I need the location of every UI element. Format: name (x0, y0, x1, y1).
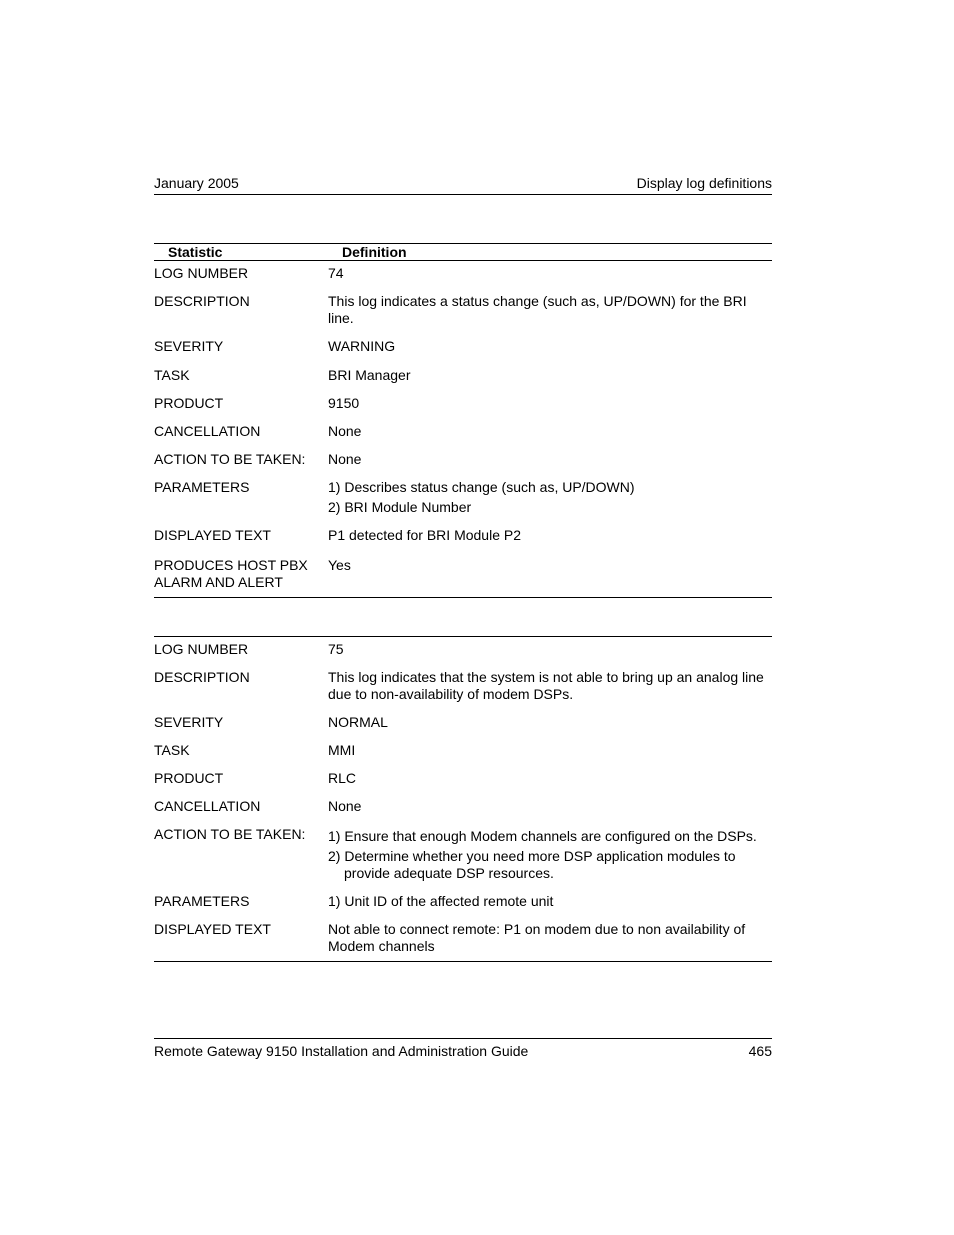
list-item: 1) Ensure that enough Modem channels are configured on the DSPs. (328, 828, 757, 844)
row-label: CANCELLATION (154, 798, 261, 814)
row-value: 75 (328, 641, 344, 657)
table-row (154, 423, 772, 451)
row-label: DESCRIPTION (154, 293, 250, 309)
footer-title: Remote Gateway 9150 Installation and Administration Guide (154, 1043, 529, 1059)
row-label: LOG NUMBER (154, 641, 249, 657)
table-row (154, 637, 772, 670)
row-value: 1) Unit ID of the affected remote unit (328, 893, 554, 909)
row-value: 74 (328, 265, 344, 281)
row-value: This log indicates a status change (such as, UP/DOWN) for the BRI line. (328, 293, 747, 326)
row-value: BRI Manager (328, 367, 411, 383)
row-label: TASK (154, 742, 190, 758)
row-label: DISPLAYED TEXT (154, 527, 271, 543)
table-row (154, 261, 772, 294)
row-label: SEVERITY (154, 714, 224, 730)
row-value: MMI (328, 742, 356, 758)
row-label: ACTION TO BE TAKEN: (154, 451, 306, 467)
list-item: 1) Describes status change (such as, UP/DOWN) (328, 479, 635, 495)
table-row (154, 742, 772, 770)
table-row (154, 367, 772, 395)
table-row (154, 798, 772, 826)
log-75-table (154, 636, 772, 962)
table-row (154, 826, 772, 893)
row-label: PRODUCT (154, 395, 224, 411)
row-value: This log indicates that the system is not able to bring up an analog line due to non-availability of modem DSPs. (328, 669, 764, 702)
row-value: None (328, 423, 362, 439)
table-row (154, 479, 772, 527)
table-row (154, 527, 772, 557)
definition-column-header: Definition (328, 244, 772, 261)
row-label: PRODUCT (154, 770, 224, 786)
table-header-row (154, 244, 772, 261)
row-value: P1 detected for BRI Module P2 (328, 527, 521, 543)
table-row (154, 921, 772, 962)
row-value: Not able to connect remote: P1 on modem due to non availability of Modem channels (328, 921, 746, 954)
page-header (154, 175, 772, 195)
table-row (154, 293, 772, 338)
header-date: January 2005 (154, 175, 239, 191)
row-label: PARAMETERS (154, 893, 250, 909)
row-value-list (328, 826, 772, 893)
page-footer (154, 1038, 772, 1059)
log-74-table (154, 243, 772, 598)
row-value: WARNING (328, 338, 396, 354)
row-label: TASK (154, 367, 190, 383)
row-label: SEVERITY (154, 338, 224, 354)
row-label: DISPLAYED TEXT (154, 921, 271, 937)
row-label: ACTION TO BE TAKEN: (154, 826, 306, 842)
list-item: 2) Determine whether you need more DSP application modules to provide adequate DSP resources. (328, 848, 736, 881)
table-row (154, 451, 772, 479)
table-row (154, 395, 772, 423)
page-number: 465 (748, 1043, 772, 1059)
row-label (154, 557, 328, 598)
list-item: 2) BRI Module Number (328, 499, 472, 515)
row-label-line: ALARM AND ALERT (154, 574, 283, 590)
table-row (154, 557, 772, 598)
statistic-column-header: Statistic (154, 244, 328, 261)
row-value: Yes (328, 557, 351, 573)
row-label-line: PRODUCES HOST PBX (154, 557, 308, 573)
row-label: CANCELLATION (154, 423, 261, 439)
table-row (154, 714, 772, 742)
row-label: DESCRIPTION (154, 669, 250, 685)
row-value: None (328, 451, 362, 467)
table-row (154, 338, 772, 367)
table-row (154, 770, 772, 798)
row-label: LOG NUMBER (154, 265, 249, 281)
row-value: NORMAL (328, 714, 388, 730)
row-value: RLC (328, 770, 357, 786)
row-label: PARAMETERS (154, 479, 250, 495)
header-section: Display log definitions (636, 175, 772, 191)
table-row (154, 669, 772, 714)
row-value-list (328, 479, 772, 527)
row-value: None (328, 798, 362, 814)
row-value: 9150 (328, 395, 360, 411)
table-row (154, 893, 772, 921)
